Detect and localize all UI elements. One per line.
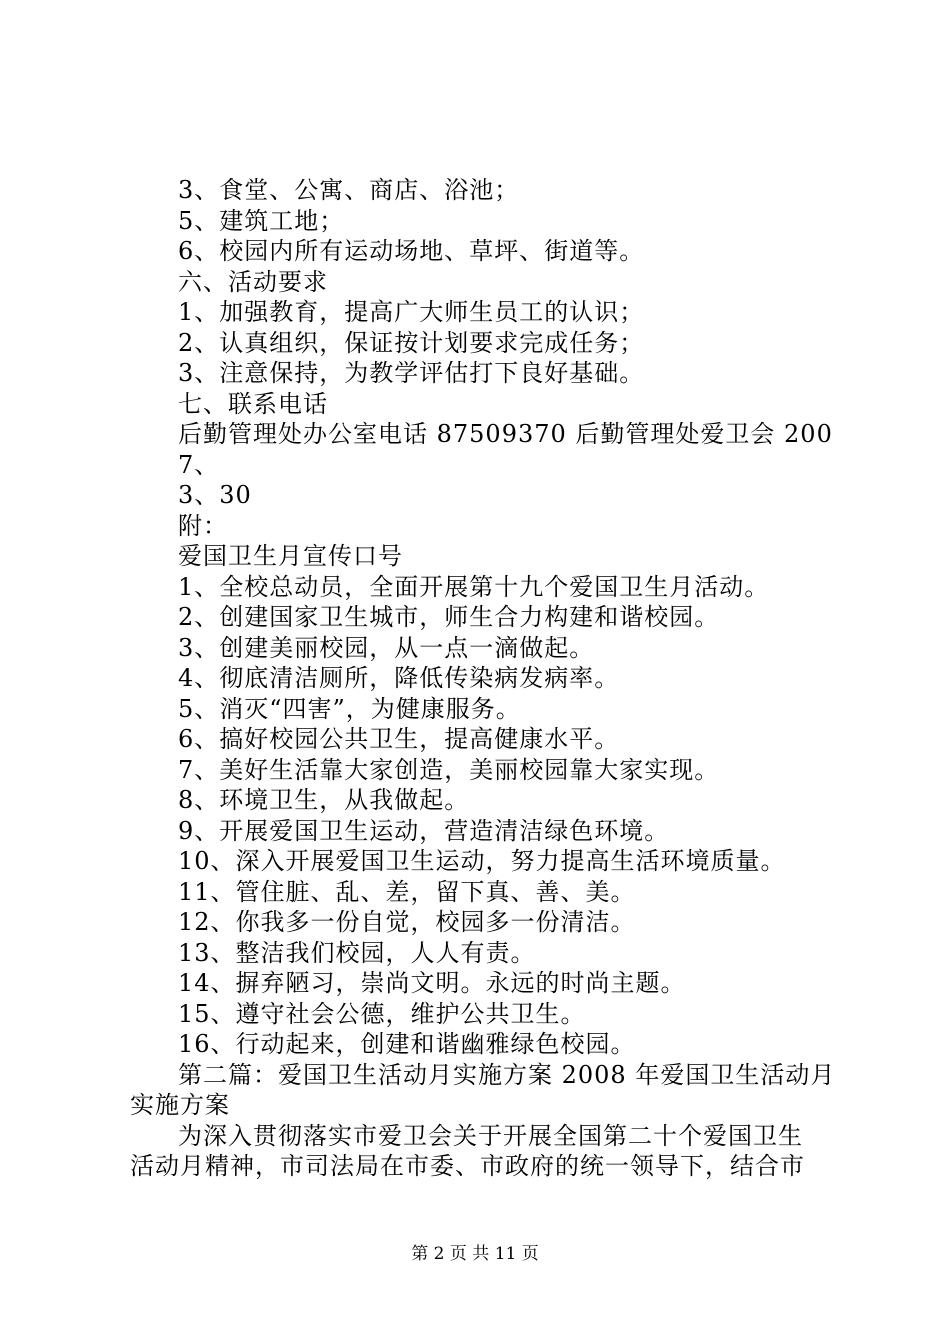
slogan-item: 6、搞好校园公共卫生，提高健康水平。	[178, 725, 620, 753]
section-heading: 七、联系电话	[178, 389, 328, 418]
document-body	[130, 175, 836, 1182]
slogan-item: 7、美好生活靠大家创造，美丽校园靠大家实现。	[178, 755, 720, 784]
slogan-item: 5、消灭“四害”，为健康服务。	[178, 694, 521, 723]
slogan-item: 10、深入开展爱国卫生运动，努力提高生活环境质量。	[178, 847, 786, 875]
chapter-heading: 第二篇：爱国卫生活动月实施方案 2008 年爱国卫生活动月	[178, 1060, 836, 1089]
slogan-item: 2、创建国家卫生城市，师生合力构建和谐校园。	[178, 603, 720, 631]
chapter-heading-continued: 实施方案	[130, 1091, 230, 1119]
body-line: 1、加强教育，提高广大师生员工的认识；	[178, 298, 645, 326]
slogan-item: 15、遵守社会公德，维护公共卫生。	[178, 999, 586, 1028]
section-heading: 爱国卫生月宣传口号	[178, 542, 403, 570]
body-line: 附：	[178, 511, 228, 540]
slogan-item: 14、摒弃陋习，崇尚文明。永远的时尚主题。	[178, 969, 686, 997]
slogan-item: 3、创建美丽校园，从一点一滴做起。	[178, 633, 595, 662]
body-line: 后勤管理处办公室电话 87509370 后勤管理处爱卫会 200	[178, 420, 833, 448]
page-number: 第 2 页 共 11 页	[411, 1244, 539, 1264]
body-line: 7、	[178, 450, 220, 479]
slogan-item: 8、环境卫生，从我做起。	[178, 786, 470, 814]
body-line: 3、注意保持，为教学评估打下良好基础。	[178, 359, 645, 387]
slogan-item: 4、彻底清洁厕所，降低传染病发病率。	[178, 664, 620, 692]
slogan-item: 13、整洁我们校园，人人有责。	[178, 938, 536, 967]
slogan-item: 16、行动起来，创建和谐幽雅绿色校园。	[178, 1030, 636, 1058]
section-heading: 六、活动要求	[178, 267, 328, 296]
slogan-item: 12、你我多一份自觉，校园多一份清洁。	[178, 908, 636, 936]
body-line: 5、建筑工地；	[178, 206, 345, 235]
body-line: 3、食堂、公寓、商店、浴池；	[178, 176, 520, 204]
slogan-item: 11、管住脏、乱、差，留下真、善、美。	[178, 877, 636, 906]
body-line: 6、校园内所有运动场地、草坪、街道等。	[178, 237, 645, 265]
body-line: 3、30	[178, 481, 252, 509]
paragraph-line: 为深入贯彻落实市爱卫会关于开展全国第二十个爱国卫生	[178, 1121, 803, 1150]
slogan-item: 1、全校总动员，全面开展第十九个爱国卫生月活动。	[178, 572, 770, 601]
body-line: 2、认真组织，保证按计划要求完成任务；	[178, 328, 645, 357]
slogan-item: 9、开展爱国卫生运动，营造清洁绿色环境。	[178, 816, 670, 845]
paragraph-line: 活动月精神，市司法局在市委、市政府的统一领导下，结合市	[130, 1152, 805, 1180]
